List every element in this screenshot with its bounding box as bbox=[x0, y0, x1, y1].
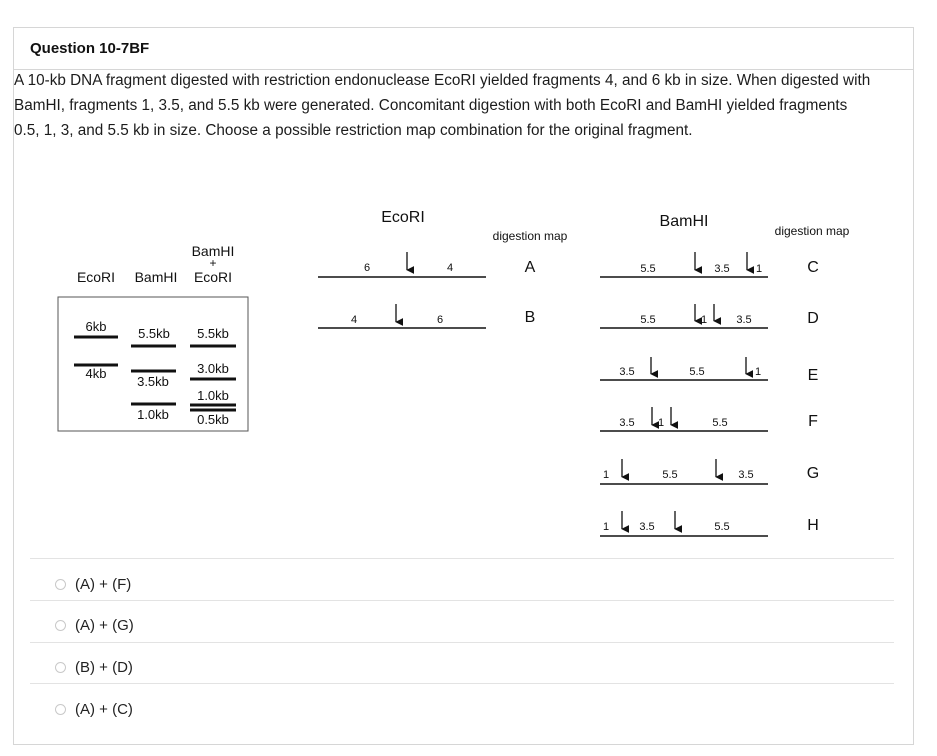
bamhi-maps bbox=[600, 213, 850, 536]
ecori-map-fragment: 6 bbox=[363, 262, 371, 274]
gel-diagram bbox=[58, 243, 248, 431]
gel-column-double: EcoRI bbox=[193, 269, 233, 285]
bamhi-map-fragment: 1 bbox=[755, 263, 763, 275]
gel-plus-sign: + bbox=[209, 256, 217, 270]
radio-button[interactable] bbox=[55, 704, 66, 715]
ecori-maps bbox=[318, 209, 568, 328]
answer-option-label: (A) + (G) bbox=[75, 617, 134, 634]
option-divider bbox=[30, 558, 894, 559]
bamhi-map-fragment: 1 bbox=[602, 469, 610, 481]
map-label-d: D bbox=[807, 310, 819, 327]
answer-option-a-c[interactable] bbox=[30, 690, 894, 731]
gel-band-label: 5.5kb bbox=[197, 326, 229, 341]
bamhi-title: BamHI bbox=[659, 213, 709, 230]
bamhi-map-fragment: 3.5 bbox=[738, 469, 754, 481]
answer-option-label: (B) + (D) bbox=[75, 659, 133, 676]
restriction-figure bbox=[30, 200, 870, 550]
bamhi-map-fragment: 5.5 bbox=[712, 417, 728, 429]
map-label-h: H bbox=[807, 517, 819, 534]
gel-band-label: 1.0kb bbox=[137, 407, 169, 422]
ecori-map-fragment: 6 bbox=[436, 314, 444, 326]
bamhi-digestion-map-label: digestion map bbox=[774, 224, 850, 238]
map-label-a: A bbox=[524, 259, 536, 276]
map-label-e: E bbox=[807, 367, 819, 384]
question-header bbox=[14, 28, 913, 70]
radio-button[interactable] bbox=[55, 620, 66, 631]
gel-band-label: 3.0kb bbox=[197, 361, 229, 376]
bamhi-map-fragment: 3.5 bbox=[639, 521, 655, 533]
bamhi-map-fragment: 5.5 bbox=[689, 366, 705, 378]
option-divider bbox=[30, 600, 894, 601]
bamhi-map-fragment: 5.5 bbox=[714, 521, 730, 533]
question-title: Question 10-7BF bbox=[30, 40, 150, 57]
bamhi-map-fragment: 1 bbox=[754, 366, 762, 378]
map-label-f: F bbox=[808, 413, 818, 430]
gel-band-label: 5.5kb bbox=[138, 326, 170, 341]
map-label-b: B bbox=[524, 309, 536, 326]
radio-button[interactable] bbox=[55, 579, 66, 590]
gel-band-label: 6kb bbox=[85, 319, 107, 334]
gel-band-label: 4kb bbox=[85, 366, 107, 381]
ecori-digestion-map-label: digestion map bbox=[492, 229, 568, 243]
bamhi-map-fragment: 3.5 bbox=[714, 263, 730, 275]
bamhi-map-fragment: 1 bbox=[657, 417, 665, 429]
gel-column-ecori: EcoRI bbox=[76, 269, 116, 285]
answer-option-label: (A) + (F) bbox=[75, 576, 132, 593]
radio-button[interactable] bbox=[55, 662, 66, 673]
gel-column-bamhi: BamHI bbox=[134, 269, 178, 285]
answer-option-label: (A) + (C) bbox=[75, 701, 133, 718]
map-label-c: C bbox=[807, 259, 819, 276]
map-label-g: G bbox=[806, 465, 820, 482]
option-divider bbox=[30, 683, 894, 684]
ecori-map-fragment: 4 bbox=[446, 262, 454, 274]
bamhi-map-fragment: 5.5 bbox=[640, 263, 656, 275]
answer-option-a-g[interactable] bbox=[30, 606, 894, 647]
gel-band-label: 1.0kb bbox=[197, 388, 229, 403]
gel-bamhi-plus-label: BamHI bbox=[191, 243, 235, 259]
bamhi-map-fragment: 3.5 bbox=[619, 366, 635, 378]
gel-band-label: 0.5kb bbox=[197, 412, 229, 427]
bamhi-map-fragment: 3.5 bbox=[736, 314, 752, 326]
gel-band-label: 3.5kb bbox=[137, 374, 169, 389]
bamhi-map-fragment: 5.5 bbox=[640, 314, 656, 326]
bamhi-map-fragment: 5.5 bbox=[662, 469, 678, 481]
ecori-map-fragment: 4 bbox=[350, 314, 358, 326]
ecori-title: EcoRI bbox=[381, 209, 425, 226]
option-divider bbox=[30, 642, 894, 643]
bamhi-map-fragment: 1 bbox=[602, 521, 610, 533]
bamhi-map-fragment: 1 bbox=[700, 314, 708, 326]
question-text: A 10-kb DNA fragment digested with restriction endonuclease EcoRI yielded fragments 4, and 6 kb in size. When digested with BamHI, fragments 1, 3.5, and 5.5 kb were generated. Concomitant digestion with both EcoRI and BamHI yielded fragments 0.5, 1, 3, and 5.5 kb in size. Choose a possible restriction map combination for the original fragment. bbox=[14, 72, 871, 139]
bamhi-map-fragment: 3.5 bbox=[619, 417, 635, 429]
